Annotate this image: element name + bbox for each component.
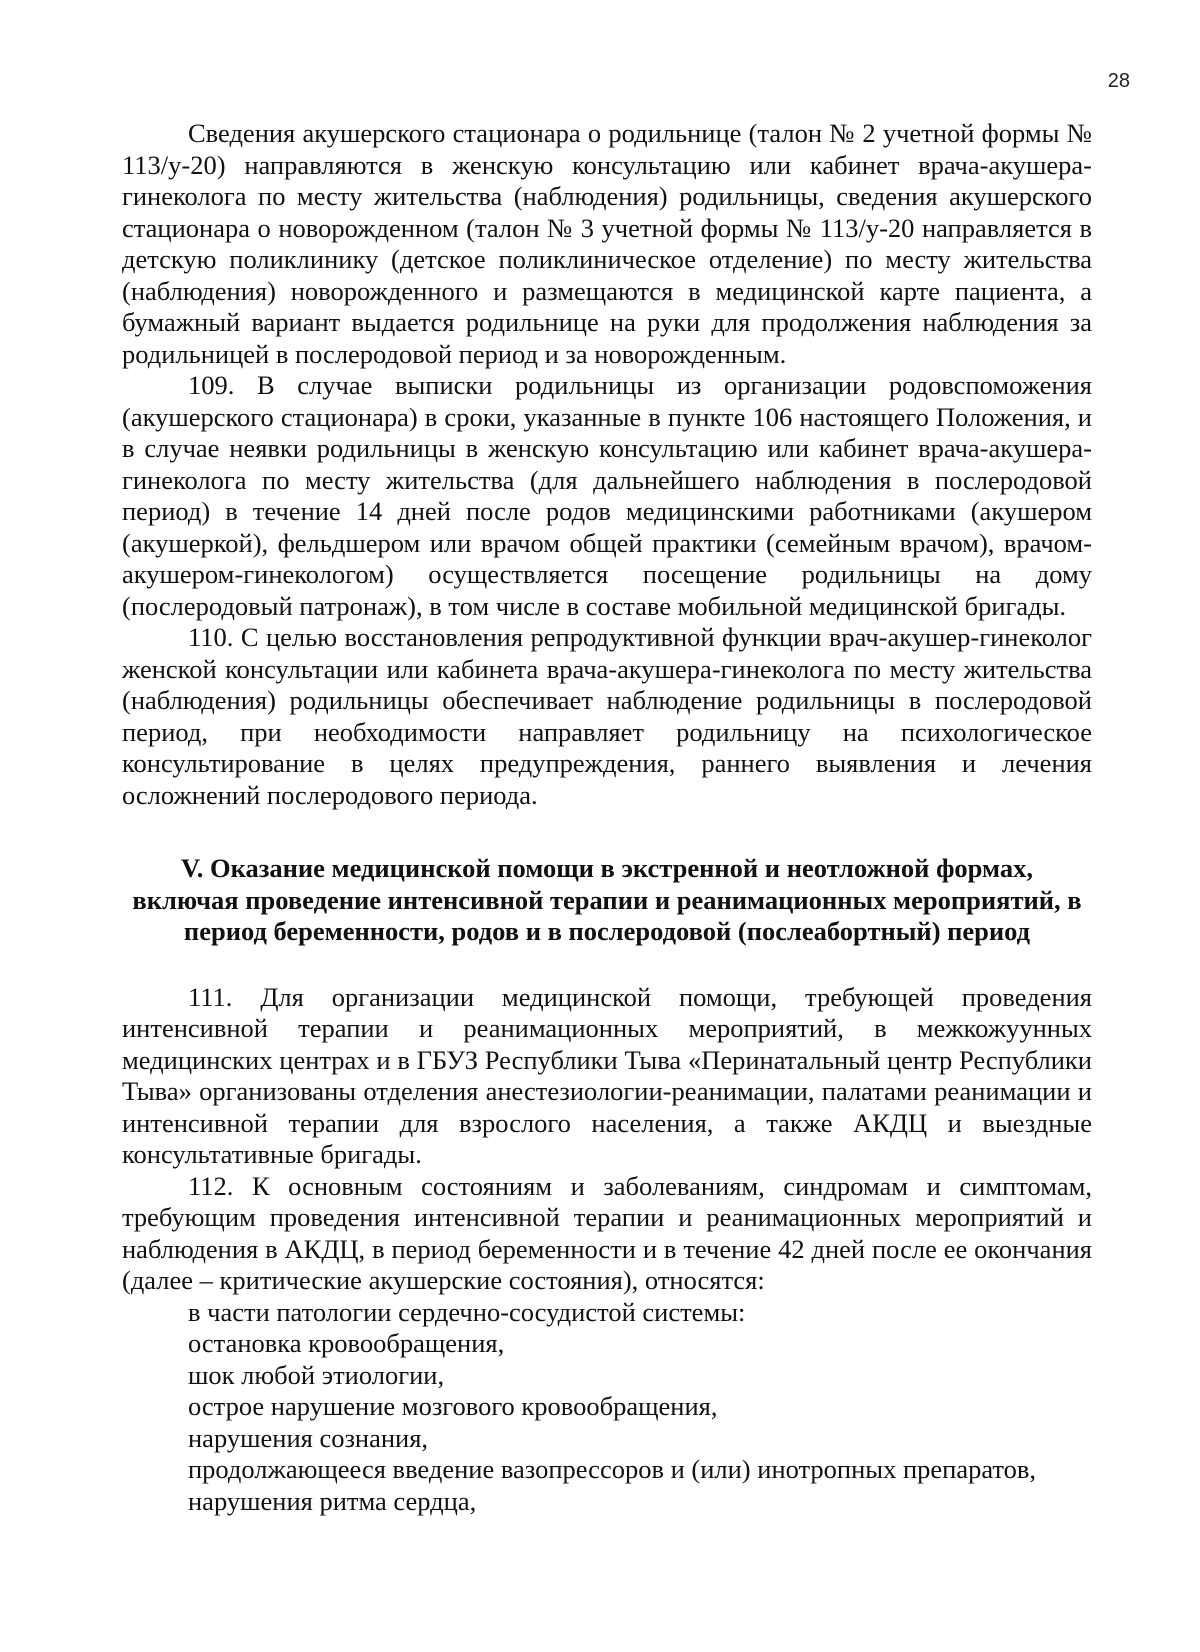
section-heading: V. Оказание медицинской помощи в экстренной и неотложной формах, включая проведение интенсивной терапии и реанимационных мероприятий, в период беременности, родов и в послеродовой (послеабортный) период (132, 853, 1082, 946)
paragraph-talon-info: Сведения акушерского стационара о родильнице (талон № 2 учетной формы № 113/у-20) направляются в женскую консультацию или кабинет врача-акушера-гинеколога по месту жительства (наблюдения) родильницы, сведения акушерского стационара о новорожденном (талон № 3 учетной формы № 113/у-20 направляется в детскую поликлинику (детское поликлиническое отделение) по месту жительства (наблюдения) новорожденного и размещаются в медицинской карте пациента, а бумажный вариант выдается родильнице на руки для продолжения наблюдения за родильницей в послеродовой период и за новорожденным. (122, 118, 1092, 369)
paragraph-110: 110. С целью восстановления репродуктивной функции врач-акушер-гинеколог женской консультации или кабинета врача-акушера-гинеколога по месту жительства (наблюдения) родильницы обеспечивает наблюдение родильницы в послеродовой период, при необходимости направляет родильницу на психологическое консультирование в целях предупреждения, раннего выявления и лечения осложнений послеродового периода. (122, 622, 1092, 810)
paragraph-111: 111. Для организации медицинской помощи, требующей проведения интенсивной терапии и реанимационных мероприятий, в межкожуунных медицинских центрах и в ГБУЗ Республики Тыва «Перинатальный центр Республики Тыва» организованы отделения анестезиологии-реанимации, палатами реанимации и интенсивной терапии для взрослого населения, а также АКДЦ и выездные консультативные бригады. (122, 981, 1092, 1169)
paragraph-112: 112. К основным состояниям и заболеваниям, синдромам и симптомам, требующим проведения интенсивной терапии и реанимационных мероприятий и наблюдения в АКДЦ, в период беременности и в течение 42 дней после ее окончания (далее – критические акушерские состояния), относятся: (122, 1170, 1092, 1295)
list-item: нарушения ритма сердца, (188, 1485, 477, 1516)
document-body (122, 118, 1092, 1517)
paragraph-109: 109. В случае выписки родильницы из организации родовспоможения (акушерского стационара) в сроки, указанные в пункте 106 настоящего Положения, и в случае неявки родильницы в женскую консультацию или кабинет врача-акушера-гинеколога по месту жительства (для дальнейшего наблюдения в послеродовой период) в течение 14 дней после родов медицинскими работниками (акушером (акушеркой), фельдшером или врачом общей практики (семейным врачом), врачом-акушером-гинекологом) осуществляется посещение родильницы на дому (послеродовый патронаж), в том числе в составе мобильной медицинской бригады. (122, 370, 1092, 621)
list-item: шок любой этиологии, (188, 1359, 445, 1390)
page-number: 28 (1107, 70, 1130, 92)
list-item: нарушения сознания, (188, 1422, 429, 1453)
list-item: острое нарушение мозгового кровообращения, (188, 1391, 718, 1421)
list-item: продолжающееся введение вазопрессоров и (или) инотропных препаратов, (188, 1454, 1037, 1484)
list-item: в части патологии сердечно-сосудистой системы: (188, 1296, 746, 1327)
list-item: остановка кровообращения, (188, 1328, 505, 1358)
